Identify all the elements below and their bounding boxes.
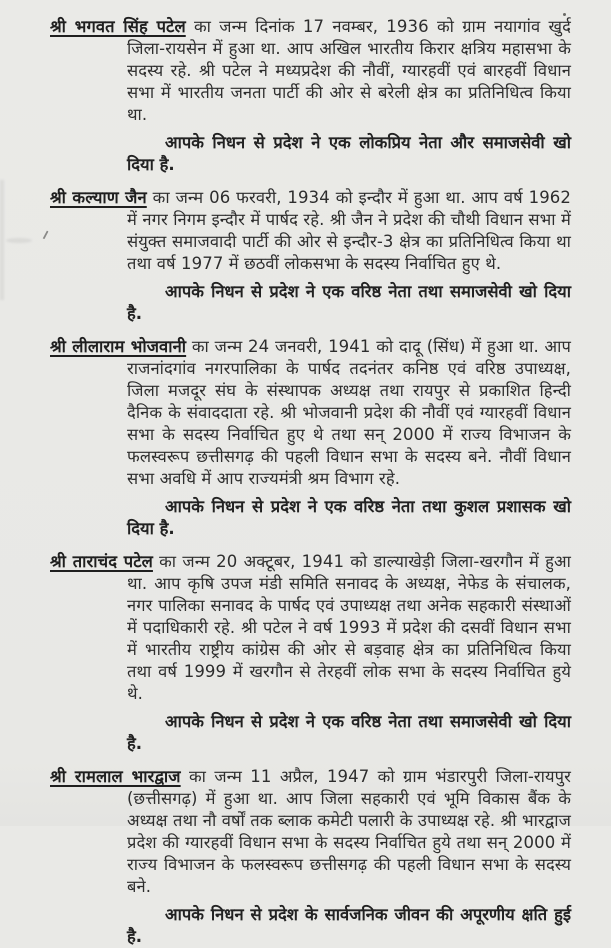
obituary-entry — [50, 336, 571, 540]
entry-text: का जन्म 24 जनवरी, 1941 को दादू (सिंध) में हुआ था. आप राजनांदगांव नगरपालिका के पार्षद तदनंतर कनिष्ठ एवं वरिष्ठ उपाध्यक्ष, जिला मजदूर संघ के संस्थापक अध्यक्ष तथा रायपुर से प्रकाशित हिन्दी दैनिक के संवाददाता रहे. श्री भोजवानी प्रदेश की नौवीं एवं ग्यारहवीं विधान सभा के सदस्य निर्वाचित हुए थे तथा सन् 2000 में राज्य विभाजन के फलस्वरूप छत्तीसगढ़ की पहली विधान सभा के सदस्य बने. नौवीं विधान सभा अवधि में आप राज्यमंत्री श्रम विभाग रहे. — [127, 337, 571, 488]
entry-body — [50, 551, 571, 705]
scan-smudge-artifact — [6, 238, 32, 243]
obituary-entry — [50, 551, 571, 755]
person-name: श्री रामलाल भारद्वाज — [50, 767, 181, 786]
person-name: श्री ताराचंद पटेल — [50, 552, 153, 571]
scan-edge-shadow — [0, 180, 4, 300]
entry-body — [50, 187, 571, 275]
entry-body — [50, 336, 571, 490]
entry-body — [50, 766, 571, 898]
tribute-line: आपके निधन से प्रदेश ने एक लोकप्रिय नेता और समाजसेवी खो दिया है. — [127, 133, 571, 174]
entry-body — [50, 16, 571, 126]
scan-speck-artifact — [563, 13, 566, 16]
entry-text: का जन्म 20 अक्टूबर, 1941 को डाल्याखेड़ी जिला-खरगौन में हुआ था. आप कृषि उपज मंडी समिति सनावद के अध्यक्ष, नेफेड के संचालक, नगर पालिका सनावद के पार्षद एवं उपाध्यक्ष तथा अनेक सहकारी संस्थाओं में पदाधिकारी रहे. श्री पटेल ने वर्ष 1993 में प्रदेश की दसवीं विधान सभा में भारतीय राष्ट्रीय कांग्रेस की ओर से बड़वाह क्षेत्र का प्रतिनिधित्व किया तथा वर्ष 1999 में खरगौन से तेरहवीं लोक सभा के सदस्य निर्वाचित हुये थे. — [127, 552, 571, 703]
scan-tick-artifact — [37, 228, 48, 240]
entry-text: का जन्म 11 अप्रैल, 1947 को ग्राम भंडारपुरी जिला-रायपुर (छत्तीसगढ़) में हुआ था. आप जिला सहकारी एवं भूमि विकास बैंक के अध्यक्ष तथा नौ वर्षों तक ब्लाक कमेटी पलारी के उपाध्यक्ष रहे. श्री भारद्वाज प्रदेश की ग्यारहवीं विधान सभा के सदस्य निर्वाचित हुये तथा सन् 2000 में राज्य विभाजन के फलस्वरूप छत्तीसगढ़ की पहली विधान सभा के सदस्य बने. — [127, 767, 571, 896]
entry-text: का जन्म दिनांक 17 नवम्बर, 1936 को ग्राम नयागांव खुर्द जिला-रायसेन में हुआ था. आप अखिल भारतीय किरार क्षत्रिय महासभा के सदस्य रहे. श्री पटेल ने मध्यप्रदेश की नौवीं, ग्यारहवीं एवं बारहवीं विधान सभा में भारतीय जनता पार्टी की ओर से बरेली क्षेत्र का प्रतिनिधित्व किया था. — [127, 17, 571, 124]
tribute-line: आपके निधन से प्रदेश के सार्वजनिक जीवन की अपूरणीय क्षति हुई है. — [127, 905, 571, 946]
person-name: श्री लीलाराम भोजवानी — [50, 337, 187, 356]
person-name: श्री भगवत सिंह पटेल — [50, 17, 186, 36]
obituary-entry — [50, 187, 571, 325]
tribute-line: आपके निधन से प्रदेश ने एक वरिष्ठ नेता तथा समाजसेवी खो दिया है. — [127, 712, 571, 753]
obituary-entry — [50, 16, 571, 176]
obituary-entry — [50, 766, 571, 948]
tribute-line: आपके निधन से प्रदेश ने एक वरिष्ठ नेता तथा कुशल प्रशासक खो दिया है. — [127, 497, 571, 538]
entry-text: का जन्म 06 फरवरी, 1934 को इन्दौर में हुआ था. आप वर्ष 1962 में नगर निगम इन्दौर में पार्षद रहे. श्री जैन ने प्रदेश की चौथी विधान सभा में संयुक्त समाजवादी पार्टी की ओर से इन्दौर-3 क्षेत्र का प्रतिनिधित्व किया था तथा वर्ष 1977 में छठवीं लोकसभा के सदस्य निर्वाचित हुए थे. — [127, 188, 571, 273]
tribute-line: आपके निधन से प्रदेश ने एक वरिष्ठ नेता तथा समाजसेवी खो दिया है. — [127, 282, 571, 323]
person-name: श्री कल्याण जैन — [50, 188, 147, 207]
